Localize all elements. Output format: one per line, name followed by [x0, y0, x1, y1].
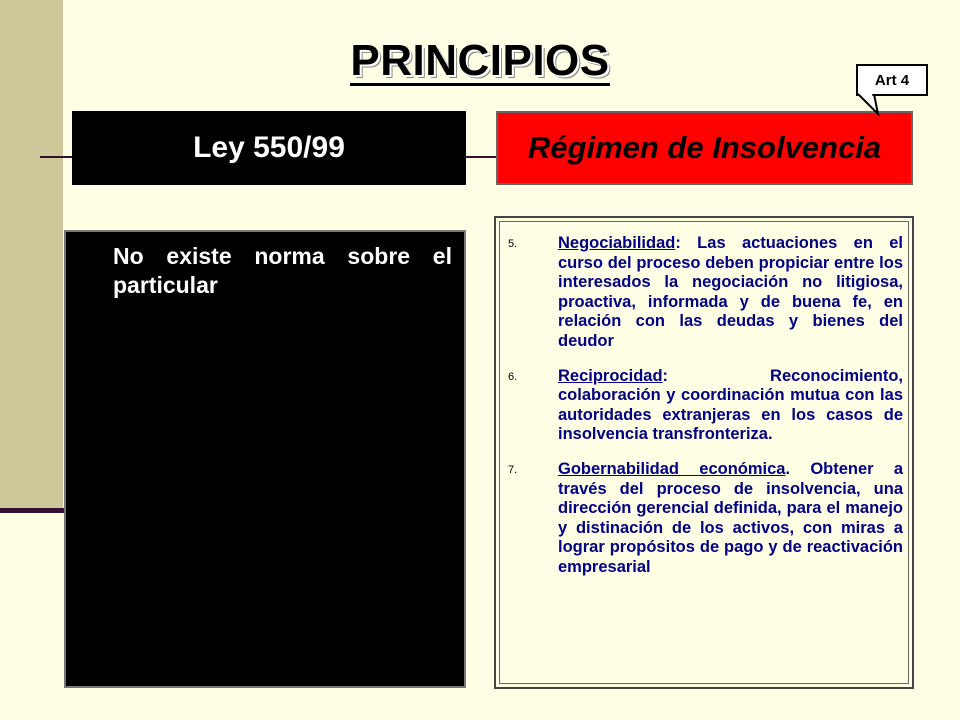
- connector-line-left: [40, 156, 72, 158]
- list-item-body: [558, 367, 903, 445]
- slide-title: PRINCIPIOS: [350, 36, 610, 85]
- side-decor-rule: [0, 508, 66, 513]
- list-item-separator: :: [662, 366, 669, 385]
- article-callout-label: Art 4: [874, 71, 910, 89]
- list-item-term: Gobernabilidad económica: [558, 459, 786, 478]
- list-item: [500, 234, 903, 352]
- connector-line-middle: [466, 156, 496, 158]
- list-item-number: 6.: [508, 370, 518, 383]
- right-content-inner: [499, 221, 909, 684]
- header-ley-550-label: Ley 550/99: [193, 131, 345, 164]
- article-callout: [856, 64, 928, 96]
- left-body-text: No existe norma sobre el particular: [113, 243, 452, 298]
- list-item: [500, 460, 903, 578]
- list-item-term: Reciprocidad: [558, 366, 663, 385]
- list-item-separator: :: [675, 234, 681, 252]
- left-content-panel: [64, 230, 466, 688]
- header-ley-550: [72, 111, 466, 185]
- header-regimen-insolvencia: [496, 111, 913, 185]
- right-content-panel: [494, 216, 914, 689]
- list-item-term: Negociabilidad: [558, 234, 676, 252]
- list-item-body: [558, 460, 903, 578]
- list-item-text: Las actuaciones en el curso del proceso deben propiciar entre los interesados la negociación no litigiosa, proactiva, informada y de buena fe, en relación con las deudas y bienes del deudor: [558, 234, 903, 350]
- callout-pointer: [856, 94, 886, 116]
- list-item-separator: .: [785, 459, 791, 478]
- list-item-number: 5.: [508, 238, 518, 250]
- list-item-text: Obtener a través del proceso de insolvencia, una dirección gerencial definida, para el manejo y distinación de los activos, con miras a lograr propósitos de pago y de reactivación empresarial: [558, 459, 904, 576]
- list-item-body: [558, 234, 903, 352]
- list-item-number: 7.: [508, 463, 518, 476]
- list-item-text: Reconocimiento, colaboración y coordinación mutua con las autoridades extranjeras en los casos de insolvencia transfronteriza.: [558, 366, 903, 444]
- header-regimen-label: Régimen de Insolvencia: [527, 130, 882, 165]
- list-item: [500, 367, 903, 445]
